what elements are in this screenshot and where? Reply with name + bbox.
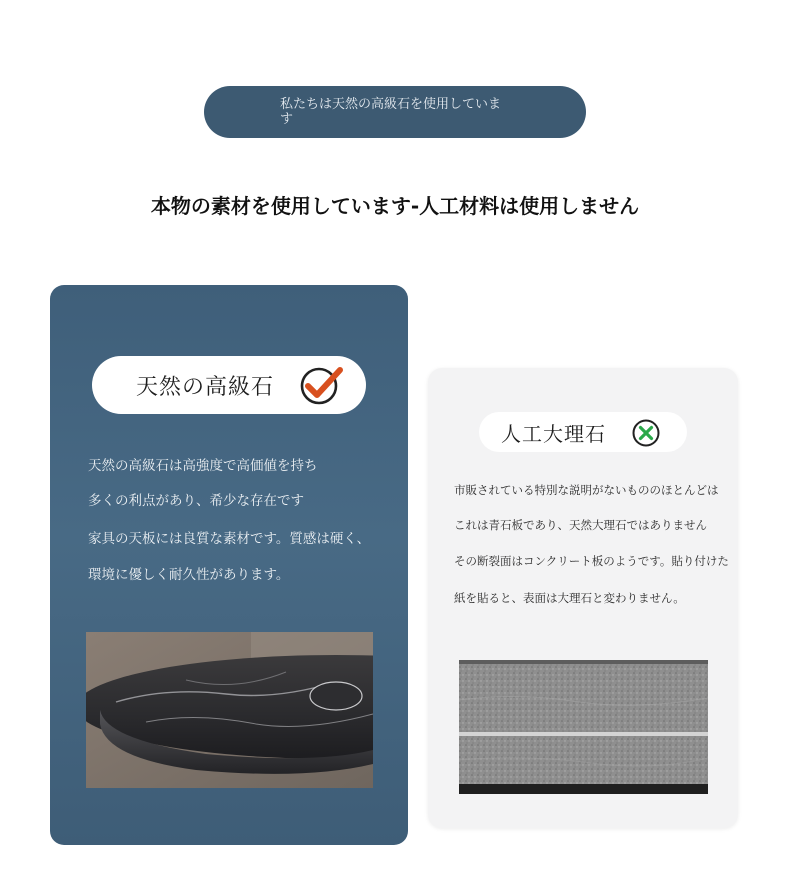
top-badge-text: 私たちは天然の高級石を使用しています [280, 97, 502, 127]
artificial-text-line-4: 紙を貼ると、表面は大理石と変わりません。 [454, 591, 685, 605]
check-mark-icon [298, 364, 344, 406]
natural-text-line-1: 天然の高級石は高強度で高価値を持ち [88, 458, 318, 474]
artificial-marble-label: 人工大理石 [501, 421, 606, 446]
natural-text-line-3: 家具の天板には良質な素材です。質感は硬く、 [88, 531, 371, 547]
natural-text-line-2: 多くの利点があり、希少な存在です [88, 493, 304, 509]
artificial-text-line-3: その断裂面はコンクリート板のようです。貼り付けた [454, 554, 729, 568]
cross-circle-icon [630, 418, 662, 448]
headline: 本物の素材を使用しています-人工材料は使用しません [150, 194, 640, 218]
marble-table-photo [86, 632, 373, 788]
top-badge [204, 86, 586, 138]
natural-stone-label: 天然の高級石 [136, 374, 275, 400]
artificial-text-line-2: これは青石板であり、天然大理石ではありません [454, 518, 707, 532]
natural-text-line-4: 環境に優しく耐久性があります。 [88, 567, 290, 583]
stone-cross-section-photo [459, 660, 708, 794]
artificial-text-line-1: 市販されている特別な説明がないもののほとんどは [454, 483, 719, 497]
